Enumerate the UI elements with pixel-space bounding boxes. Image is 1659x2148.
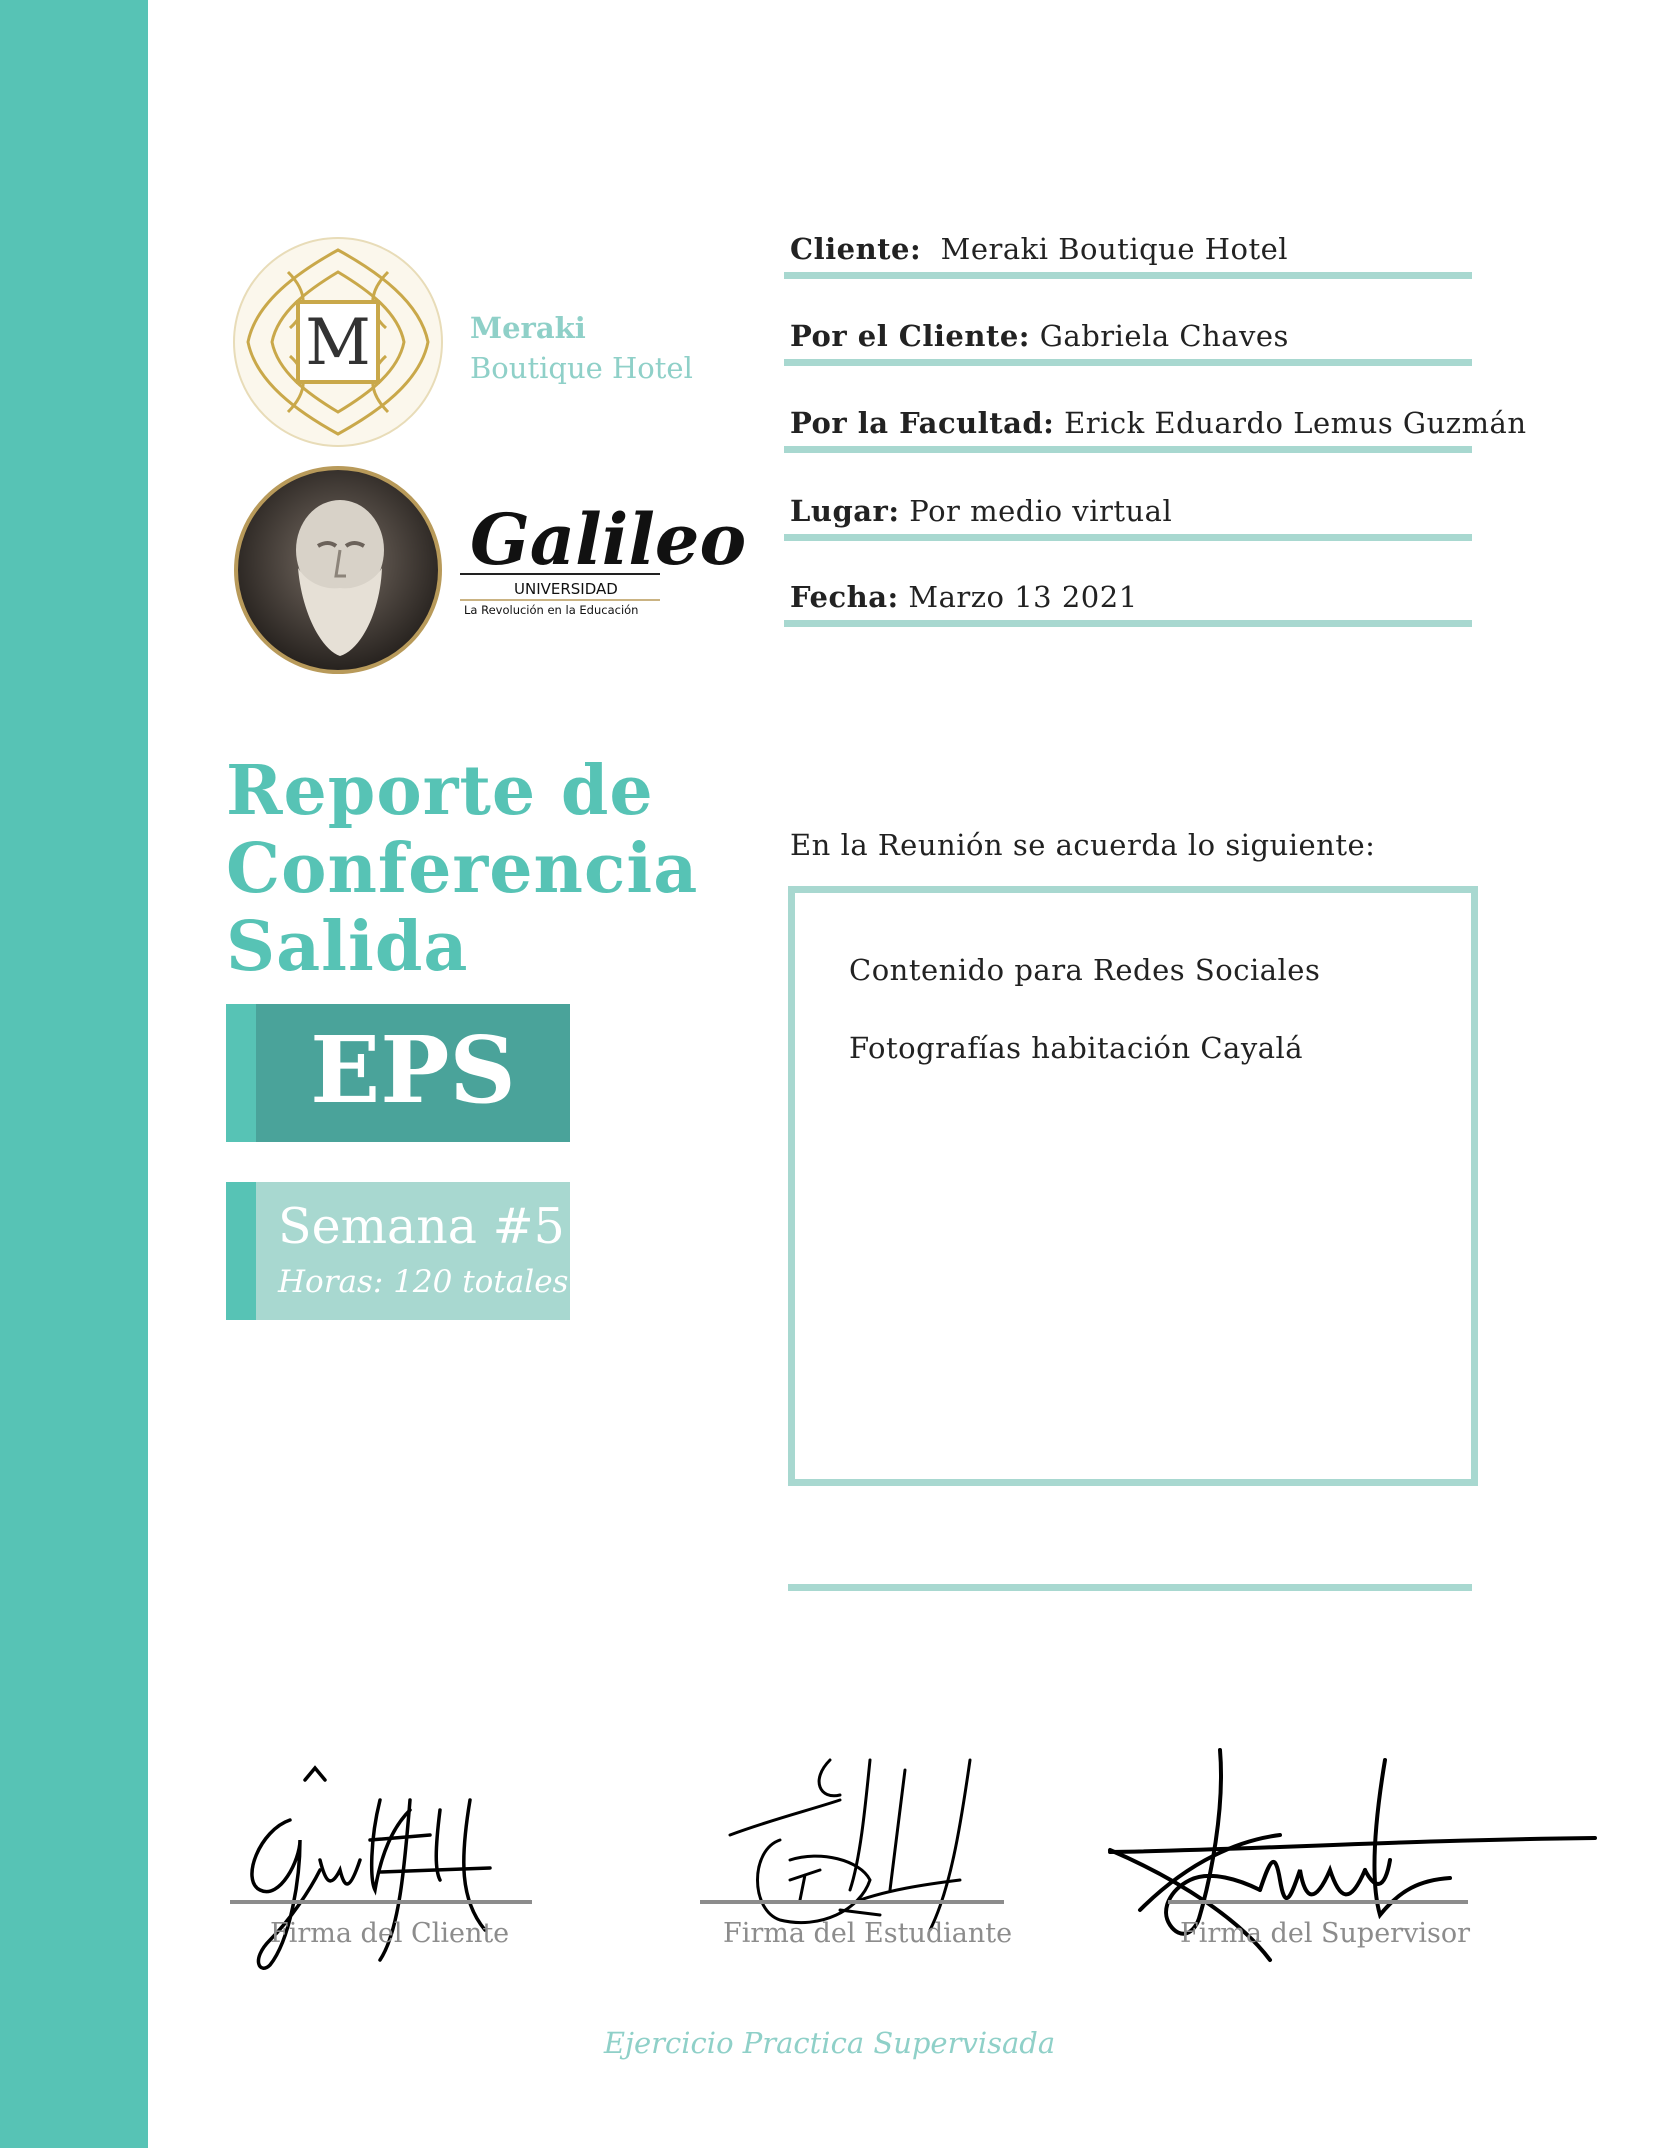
week-hours: Horas: 120 totales [278, 1264, 569, 1300]
field-rule [784, 272, 1472, 279]
galileo-logo [460, 490, 747, 620]
field-por-el-cliente [784, 319, 1472, 405]
field-label: Fecha: [790, 580, 899, 614]
supervisor-signature-label: Firma del Supervisor [1180, 1918, 1470, 1949]
divider [788, 1584, 1472, 1591]
title-line2: Conferencia [226, 829, 699, 909]
field-value: Por medio virtual [909, 494, 1173, 528]
agreement-box [788, 886, 1478, 1486]
supervisor-signature-line [1168, 1900, 1468, 1904]
galileo-sub: UNIVERSIDAD [514, 580, 618, 598]
meraki-logo [228, 232, 448, 452]
galileo-bust-icon [232, 464, 444, 676]
side-band [0, 0, 148, 2148]
agreement-item: Fotografías habitación Cayalá [849, 1031, 1304, 1065]
eps-stripe [226, 1004, 256, 1142]
field-lugar [784, 494, 1472, 580]
page-title [226, 752, 698, 986]
galileo-tagline: La Revolución en la Educación [464, 603, 639, 617]
footer-text: Ejercicio Practica Supervisada [603, 2026, 1056, 2060]
eps-badge [226, 1004, 570, 1142]
field-cliente [784, 232, 1472, 318]
meraki-name-line2: Boutique Hotel [470, 351, 693, 385]
field-label: Por la Facultad: [790, 406, 1055, 440]
title-line1: Reporte de [226, 751, 654, 831]
field-rule [784, 359, 1472, 366]
field-value: Gabriela Chaves [1039, 319, 1289, 353]
client-signature-line [230, 1900, 532, 1904]
week-badge [226, 1182, 570, 1320]
student-signature-line [700, 1900, 1004, 1904]
field-rule [784, 446, 1472, 453]
meraki-name-line1: Meraki [470, 311, 586, 345]
week-label: Semana #5 [278, 1198, 565, 1255]
agreement-item: Contenido para Redes Sociales [849, 953, 1321, 987]
field-value: Marzo 13 2021 [908, 580, 1138, 614]
week-stripe [226, 1182, 256, 1320]
client-signature-label: Firma del Cliente [270, 1918, 510, 1949]
student-signature-label: Firma del Estudiante [723, 1918, 1013, 1949]
field-label: Lugar: [790, 494, 900, 528]
meraki-monogram: M [305, 306, 371, 380]
field-label: Por el Cliente: [790, 319, 1031, 353]
meraki-name [470, 308, 693, 388]
field-fecha [784, 580, 1472, 666]
field-rule [784, 534, 1472, 541]
agreement-label: En la Reunión se acuerda lo siguiente: [790, 828, 1376, 862]
field-por-la-facultad [784, 406, 1527, 492]
eps-label: EPS [310, 1016, 516, 1124]
galileo-word: Galileo [470, 498, 747, 581]
field-label: Cliente: [790, 232, 922, 266]
title-line3: Salida [226, 907, 469, 987]
field-rule [784, 620, 1472, 627]
field-value: Meraki Boutique Hotel [940, 232, 1289, 266]
field-value: Erick Eduardo Lemus Guzmán [1064, 406, 1527, 440]
